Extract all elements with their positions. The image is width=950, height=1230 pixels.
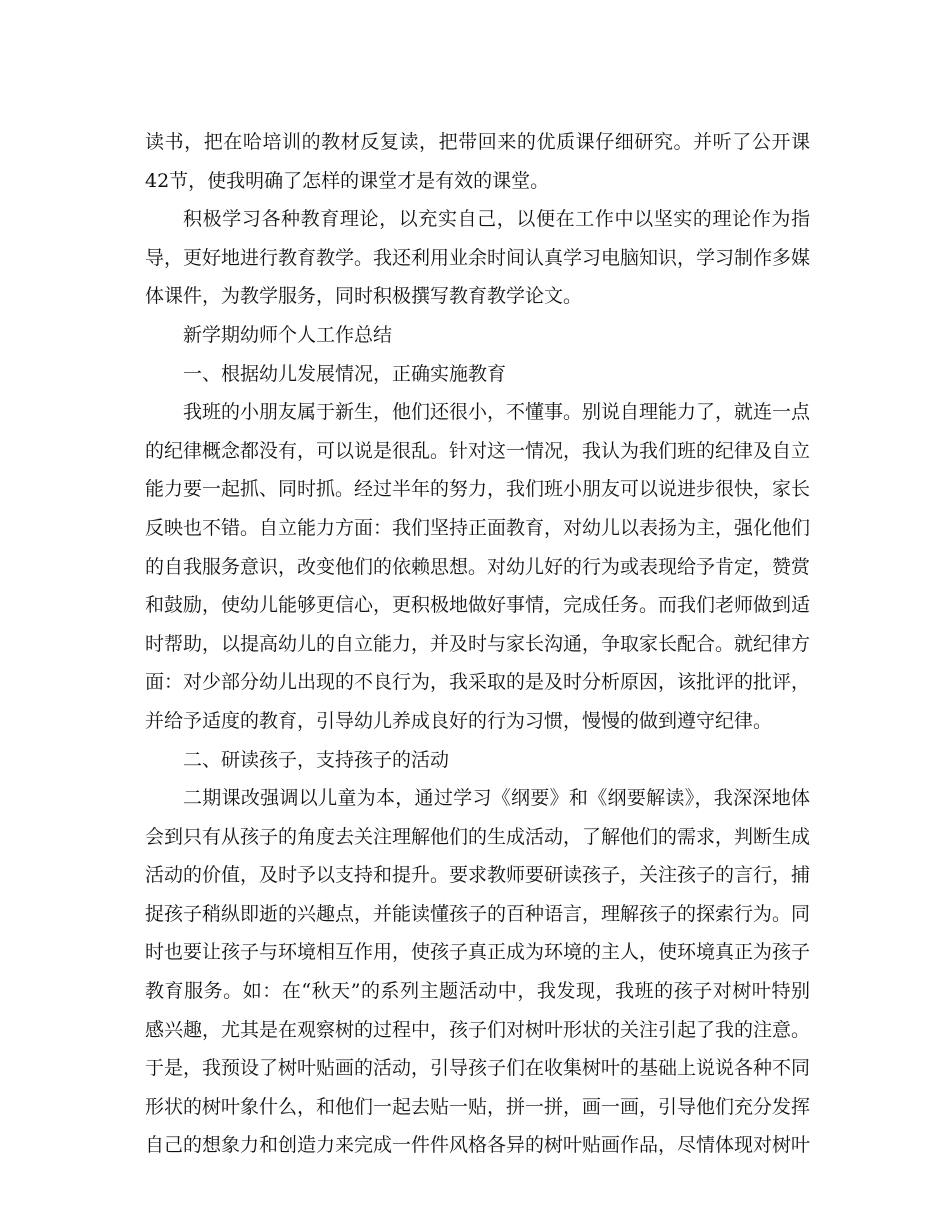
document-page (145, 123, 810, 1165)
section-heading-2: 二、研读孩子，支持孩子的活动 (183, 748, 450, 771)
paragraph-study-children: 二期课改强调以儿童为本，通过学习《纲要》和《纲要解读》，我深深地体会到只有从孩子的角度去关注理解他们的生成活动，了解他们的需求，判断生成活动的价值，及时予以支持和提升。要求教师要研读孩子，关注孩子的言行，捕捉孩子稍纵即逝的兴趣点，并能读懂孩子的百种语言，理解孩子的探索行为。同时也要让孩子与环境相互作用，使孩子真正成为环境的主人，使环境真正为孩子教育服务。如：在“秋天”的系列主题活动中，我发现，我班的孩子对树叶特别感兴趣，尤其是在观察树的过程中，孩子们对树叶形状的关注引起了我的注意。于是，我预设了树叶贴画的活动，引导孩子们在收集树叶的基础上说说各种不同形状的树叶象什么，和他们一起去贴一贴，拼一拼，画一画，引导他们充分发挥自己的想象力和创造力来完成一件件风格各异的树叶贴画作品，尽情体现对树叶 (145, 787, 811, 1157)
section-title-summary: 新学期幼师个人工作总结 (183, 323, 393, 346)
paragraph-class-discipline: 我班的小朋友属于新生，他们还很小，不懂事。别说自理能力了，就连一点的纪律概念都没有，可以说是很乱。针对这一情况，我认为我们班的纪律及自立能力要一起抓、同时抓。经过半年的努力，我们班小朋友可以说进步很快，家长反映也不错。自立能力方面：我们坚持正面教育，对幼儿以表扬为主，强化他们的自我服务意识，改变他们的依赖思想。对幼儿好的行为或表现给予肯定，赞赏和鼓励，使幼儿能够更信心，更积极地做好事情，完成任务。而我们老师做到适时帮助，以提高幼儿的自立能力，并及时与家长沟通，争取家长配合。就纪律方面：对少部分幼儿出现的不良行为，我采取的是及时分析原因，该批评的批评，并给予适度的教育，引导幼儿养成良好的行为习惯，慢慢的做到遵守纪律。 (145, 401, 811, 732)
paragraph-training-reading: 读书，把在哈培训的教材反复读，把带回来的优质课仔细研究。并听了公开课42节，使我明确了怎样的课堂才是有效的课堂。 (145, 131, 810, 192)
section-heading-1: 一、根据幼儿发展情况，正确实施教育 (183, 362, 507, 385)
paragraph-education-theory: 积极学习各种教育理论，以充实自己，以便在工作中以坚实的理论作为指导，更好地进行教育教学。我还利用业余时间认真学习电脑知识，学习制作多媒体课件，为教学服务，同时积极撰写教育教学论文。 (145, 208, 811, 308)
